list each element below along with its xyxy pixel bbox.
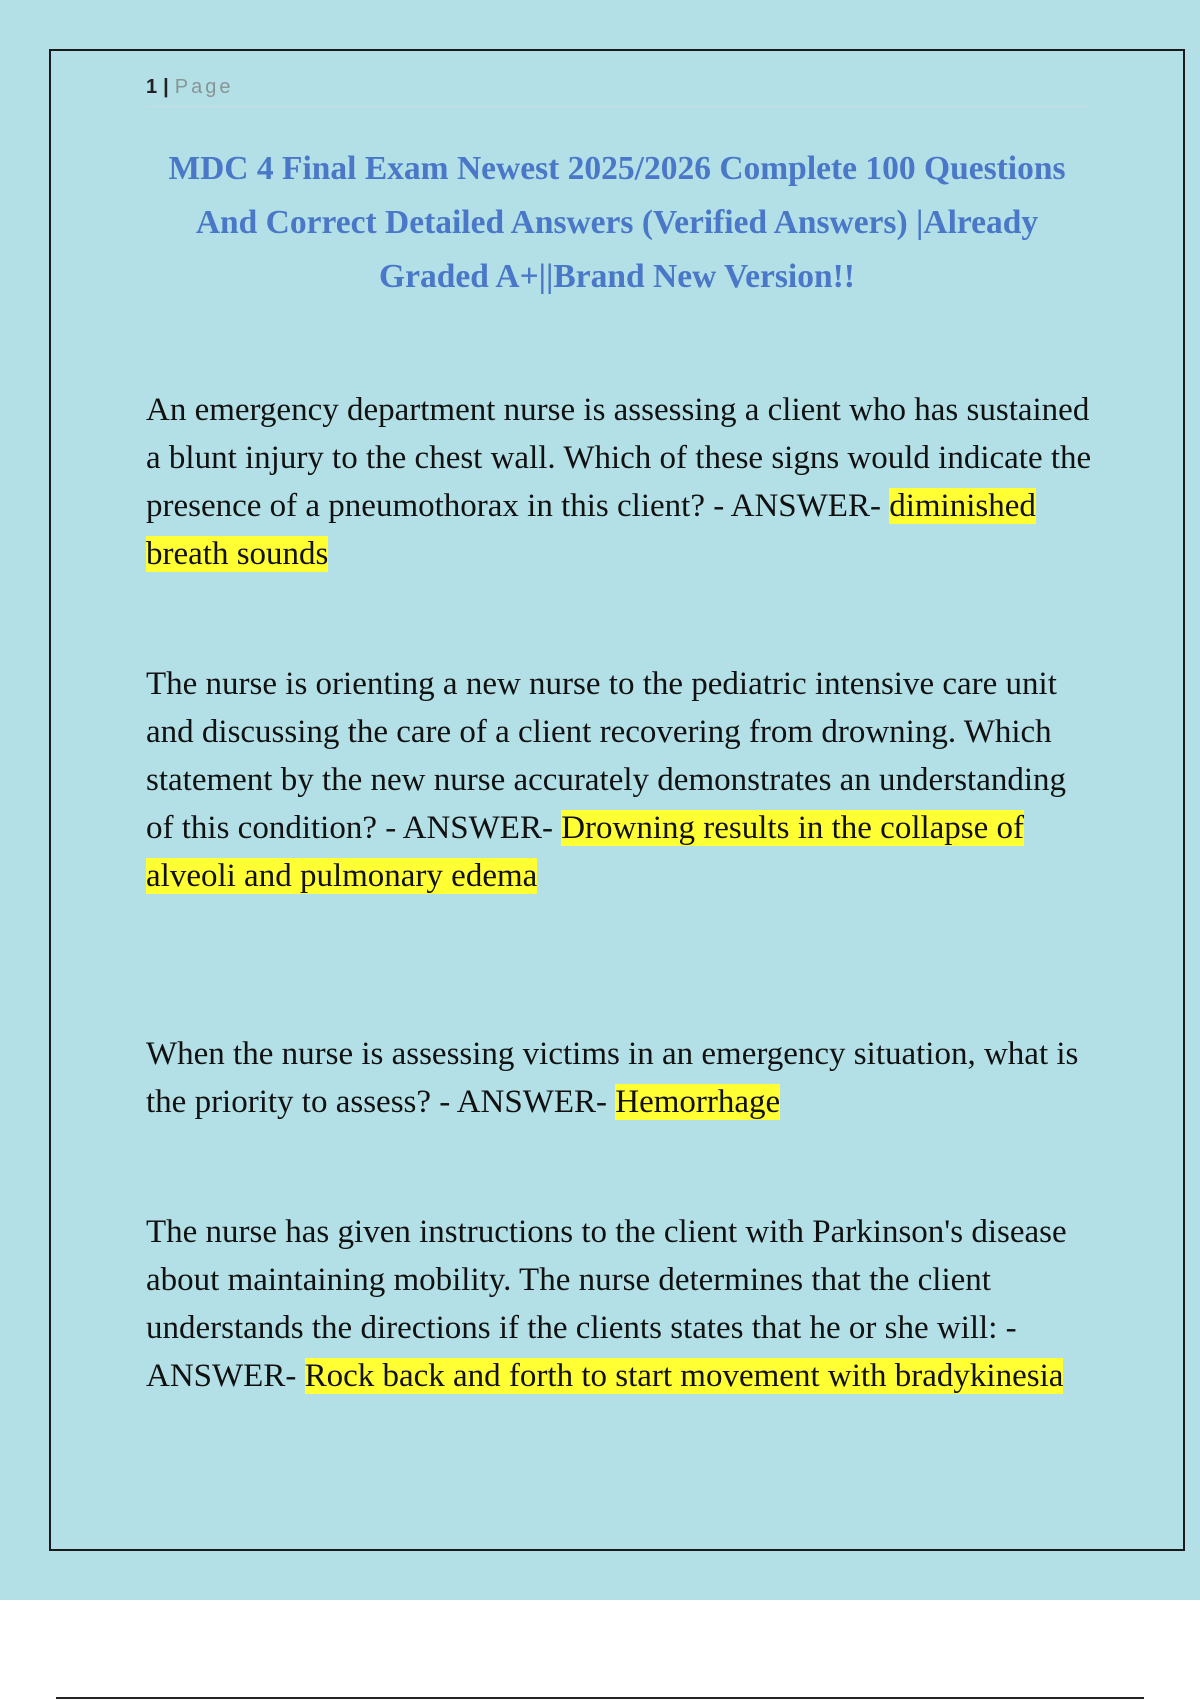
qa-item-1 (146, 386, 1096, 578)
page-label: Page (174, 76, 234, 98)
highlighted-answer: Hemorrhage (615, 1084, 781, 1120)
question-text: When the nurse is assessing victims in an emergency situation, what is the priority to assess? - ANSWER- (146, 1036, 1079, 1120)
qa-item-4 (146, 1208, 1096, 1400)
page-number: 1 (146, 76, 158, 98)
highlighted-answer: Drowning results in the collapse of alveoli and pulmonary edema (146, 810, 1025, 894)
footer-divider (56, 1697, 1144, 1699)
qa-item-2 (146, 660, 1096, 900)
question-text: The nurse has given instructions to the client with Parkinson's disease about maintaining mobility. The nurse determines that the client understands the directions if the clients states that he or she will: - ANSWER- (146, 1214, 1067, 1394)
question-text: An emergency department nurse is assessing a client who has sustained a blunt injury to the chest wall. Which of these signs would indicate the presence of a pneumothorax in this client? - ANSWER- (146, 392, 1092, 524)
question-text: The nurse is orienting a new nurse to the pediatric intensive care unit and discussing the care of a client recovering from drowning. Which statement by the new nurse accurately demonstrates an understanding of this condition? - ANSWER- (146, 666, 1067, 846)
page-separator: | (163, 76, 169, 98)
highlighted-answer: Rock back and forth to start movement with bradykinesia (304, 1358, 1064, 1394)
qa-item-3 (146, 1030, 1096, 1126)
highlighted-answer: diminished breath sounds (146, 488, 1036, 572)
document-title: MDC 4 Final Exam Newest 2025/2026 Complete 100 Questions And Correct Detailed Answers (Verified Answers) |Already Graded A+||Brand New Version!! (168, 150, 1066, 295)
page-header (146, 76, 1088, 107)
